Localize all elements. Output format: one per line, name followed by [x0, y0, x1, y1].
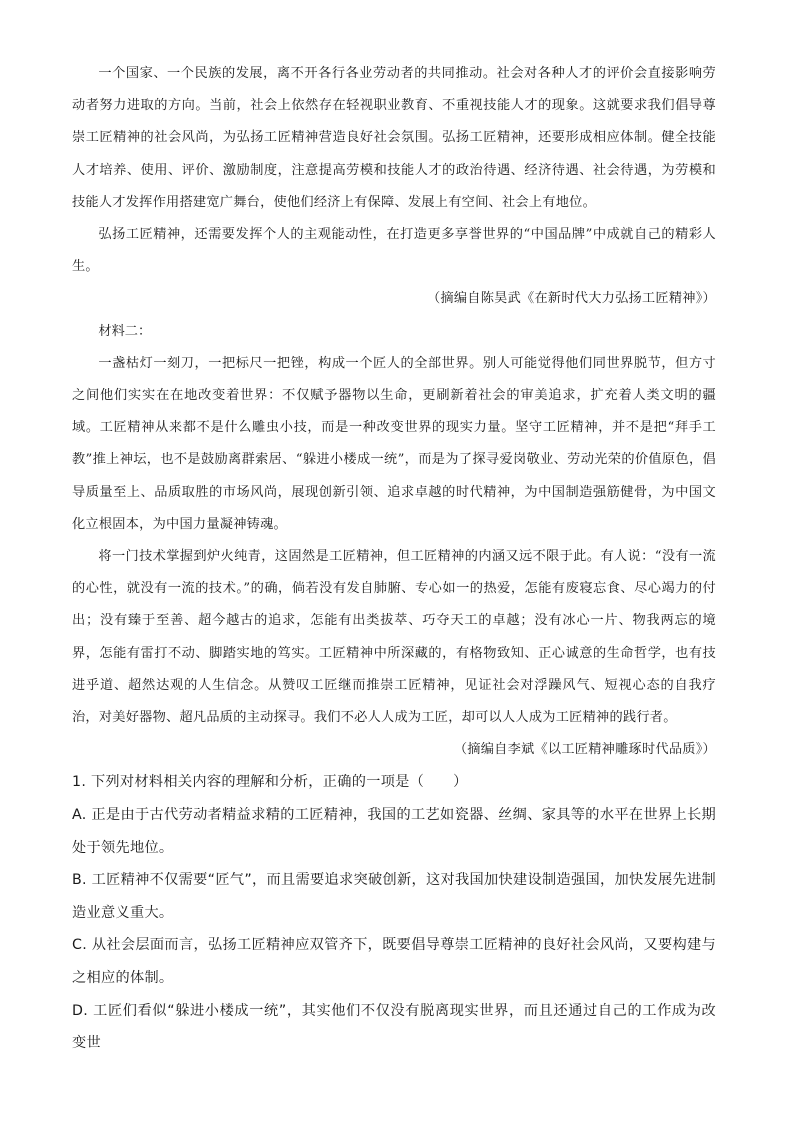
material2-paragraph-1: 一盏枯灯一刻刀，一把标尺一把锉，构成一个匠人的全部世界。别人可能觉得他们同世界脱节，但方寸之间他们实实在在地改变着世界：不仅赋予器物以生命，更刷新着社会的审美追求，扩充着人类文明的疆域。工匠精神从来都不是什么雕虫小技，而是一种改变世界的现实力量。坚守工匠精神，并不是把“拜手工教”推上神坛，也不是鼓励离群索居、“躲进小楼成一统”，而是为了探寻爱岗敬业、劳动光荣的价值原色，倡导质量至上、品质取胜的市场风尚，展现创新引领、追求卓越的时代精神，为中国制造强筋健骨，为中国文化立根固本，为中国力量凝神铸魂。: [72, 355, 716, 532]
question1-option-a: A. 正是由于古代劳动者精益求精的工匠精神，我国的工艺如瓷器、丝绸、家具等的水平在世界上长期处于领先地位。: [72, 807, 716, 856]
question1-option-b: B. 工匠精神不仅需要“匠气”，而且需要追求突破创新，这对我国加快建设制造强国，加快发展先进制造业意义重大。: [72, 872, 716, 921]
material2-paragraph-2: 将一门技术掌握到炉火纯青，这固然是工匠精神，但工匠精神的内涵又远不限于此。有人说：“没有一流的心性，就没有一流的技术。”的确，倘若没有发自肺腑、专心如一的热爱，怎能有废寝忘食、尽心竭力的付出；没有臻于至善、超今越古的追求，怎能有出类拔萃、巧夺天工的卓越；没有冰心一片、物我两忘的境界，怎能有雷打不动、脚踏实地的笃实。工匠精神中所深藏的，有格物致知、正心诚意的生命哲学，也有技进乎道、超然达观的人生信念。从赞叹工匠继而推崇工匠精神，见证社会对浮躁风气、短视心态的自我疗治，对美好器物、超凡品质的主动探寻。我们不必人人成为工匠，却可以人人成为工匠精神的践行者。: [72, 549, 716, 726]
material1-source: （摘编自陈昊武《在新时代大力弘扬工匠精神》）: [426, 291, 716, 307]
material2-label: 材料二：: [98, 323, 152, 339]
material1-paragraph-1: 一个国家、一个民族的发展，离不开各行各业劳动者的共同推动。社会对各种人才的评价会直接影响劳动者努力进取的方向。当前，社会上依然存在轻视职业教育、不重视技能人才的现象。这就要求我们倡导尊崇工匠精神的社会风尚，为弘扬工匠精神营造良好社会氛围。弘扬工匠精神，还要形成相应体制。健全技能人才培养、使用、评价、激励制度，注意提高劳模和技能人才的政治待遇、经济待遇、社会待遇，为劳模和技能人才发挥作用搭建宽广舞台，使他们经济上有保障、发展上有空间、社会上有地位。: [72, 66, 716, 210]
question1-stem: 1. 下列对材料相关内容的理解和分析，正确的一项是（ ）: [72, 774, 468, 791]
material1-paragraph-2: 弘扬工匠精神，还需要发挥个人的主观能动性，在打造更多享誉世界的“中国品牌”中成就自己的精彩人生。: [72, 227, 716, 275]
material2-source: （摘编自李斌《以工匠精神雕琢时代品质》）: [453, 742, 716, 758]
question1-option-c: C. 从社会层面而言，弘扬工匠精神应双管齐下，既要倡导尊崇工匠精神的良好社会风尚，又要构建与之相应的体制。: [72, 937, 716, 987]
question1-option-d: D. 工匠们看似“躲进小楼成一统”，其实他们不仅没有脱离现实世界，而且还通过自己的工作成为改变世: [72, 1002, 716, 1052]
